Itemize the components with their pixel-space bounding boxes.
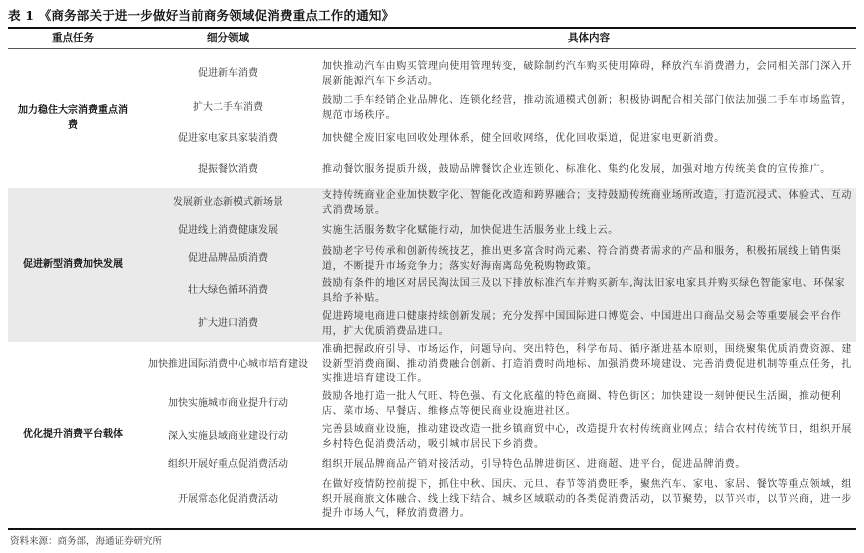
- task-cell: 优化提升消费平台载体: [23, 428, 123, 440]
- content-cell: 在做好疫情防控前提下，抓住中秋、国庆、元旦、春节等消费旺季，聚焦汽车、家电、家居、餐饮等重点领域，组织开展商旅文体融合、线上线下结合、城乡区域联动的各类促消费活动，以节聚势，以节兴市，以节兴商，进一步提升市场人气，释放消费潜力。: [322, 479, 852, 520]
- content-cell: 实施生活服务数字化赋能行动，加快促进生活服务业上线上云。: [322, 225, 619, 237]
- content-cell: 准确把握政府引导、市场运作，问题导向、突出特色，科学布局、循序渐进基本原则，围绕聚集优质消费资源、建设新型消费商圈、推动消费融合创新、打造消费时尚地标、加强消费环境建设、完善消费促进机制等重点任务，扎实推进培育建设工作。: [322, 344, 852, 385]
- content-cell: 鼓励二手车经销企业品牌化、连锁化经营，推动流通模式创新；积极协调配合相关部门依法加强二手车市场监管，规范市场秩序。: [322, 95, 852, 121]
- task-cell: 加力稳住大宗消费重点消费: [18, 105, 128, 131]
- table-bottom-rule: [8, 528, 856, 530]
- content-cell: 促进跨境电商进口健康持续创新发展；充分发挥中国国际进口博览会、中国进出口商品交易会等重要展会平台作用，扩大优质消费品进口。: [322, 311, 842, 337]
- area-cell: 深入实施县域商业建设行动: [168, 431, 288, 443]
- area-cell: 促进新车消费: [198, 68, 258, 80]
- area-cell: 发展新业态新模式新场景: [173, 197, 283, 209]
- area-cell: 加快推进国际消费中心城市培育建设: [148, 358, 308, 370]
- header-content: 具体内容: [568, 32, 610, 45]
- content-cell: 组织开展品牌商品产销对接活动，引导特色品牌进街区、进商超、进平台，促进品牌消费。: [322, 459, 746, 471]
- source-note: 资料来源：商务部，海通证券研究所: [10, 536, 163, 547]
- area-cell: 扩大进口消费: [198, 318, 258, 330]
- header-area: 细分领域: [207, 32, 249, 45]
- content-cell: 鼓励有条件的地区对居民淘汰国三及以下排放标准汽车并购买新车,淘汰旧家电家具并购买绿色智能家电、环保家具给予补贴。: [322, 278, 846, 304]
- header-task: 重点任务: [52, 32, 94, 45]
- area-cell: 壮大绿色循环消费: [188, 285, 268, 297]
- title-rule: [8, 27, 856, 29]
- area-cell: 促进品牌品质消费: [188, 253, 268, 265]
- area-cell: 加快实施城市商业提升行动: [168, 398, 288, 410]
- content-cell: 鼓励老字号传承和创新传统技艺，推出更多富含时尚元素、符合消费者需求的产品和服务，积极拓展线上销售渠道，不断提升市场竞争力；落实好海南离岛免税购物政策。: [322, 246, 842, 272]
- content-cell: 鼓励各地打造一批人气旺、特色强、有文化底蕴的特色商圈、特色街区；加快建设一刻钟便民生活圈，推动便利店、菜市场、早餐店、维修点等便民商业设施进社区。: [322, 391, 842, 417]
- task-cell: 促进新型消费加快发展: [23, 258, 123, 270]
- content-cell: 支持传统商业企业加快数字化、智能化改造和跨界融合；支持鼓励传统商业场所改造，打造沉浸式、体验式、互动式消费场景。: [322, 190, 852, 216]
- content-cell: 加快推动汽车由购买管理向使用管理转变，破除制约汽车购买使用障碍，释放汽车消费潜力，会同相关部门深入开展新能源汽车下乡活动。: [322, 61, 852, 87]
- table-title: 表 1 《商务部关于进一步做好当前商务领域促消费重点工作的通知》: [8, 8, 395, 23]
- content-cell: 加快健全废旧家电回收处理体系，健全回收网络，优化回收渠道，促进家电更新消费。: [322, 132, 725, 144]
- content-cell: 推动餐饮服务提质升级，鼓励品牌餐饮企业连锁化、标准化、集约化发展，加强对地方传统美食的宣传推广。: [322, 164, 831, 176]
- area-cell: 组织开展好重点促消费活动: [168, 459, 288, 471]
- area-cell: 提振餐饮消费: [198, 164, 258, 176]
- area-cell: 促进家电家具家装消费: [178, 132, 278, 144]
- area-cell: 扩大二手车消费: [193, 102, 263, 114]
- content-cell: 完善县域商业设施，推动建设改造一批乡镇商贸中心，改造提升农村传统商业网点；结合农村传统节日，组织开展乡村特色促消费活动，吸引城市居民下乡消费。: [322, 424, 852, 450]
- area-cell: 促进线上消费健康发展: [178, 225, 278, 237]
- area-cell: 开展常态化促消费活动: [178, 493, 278, 505]
